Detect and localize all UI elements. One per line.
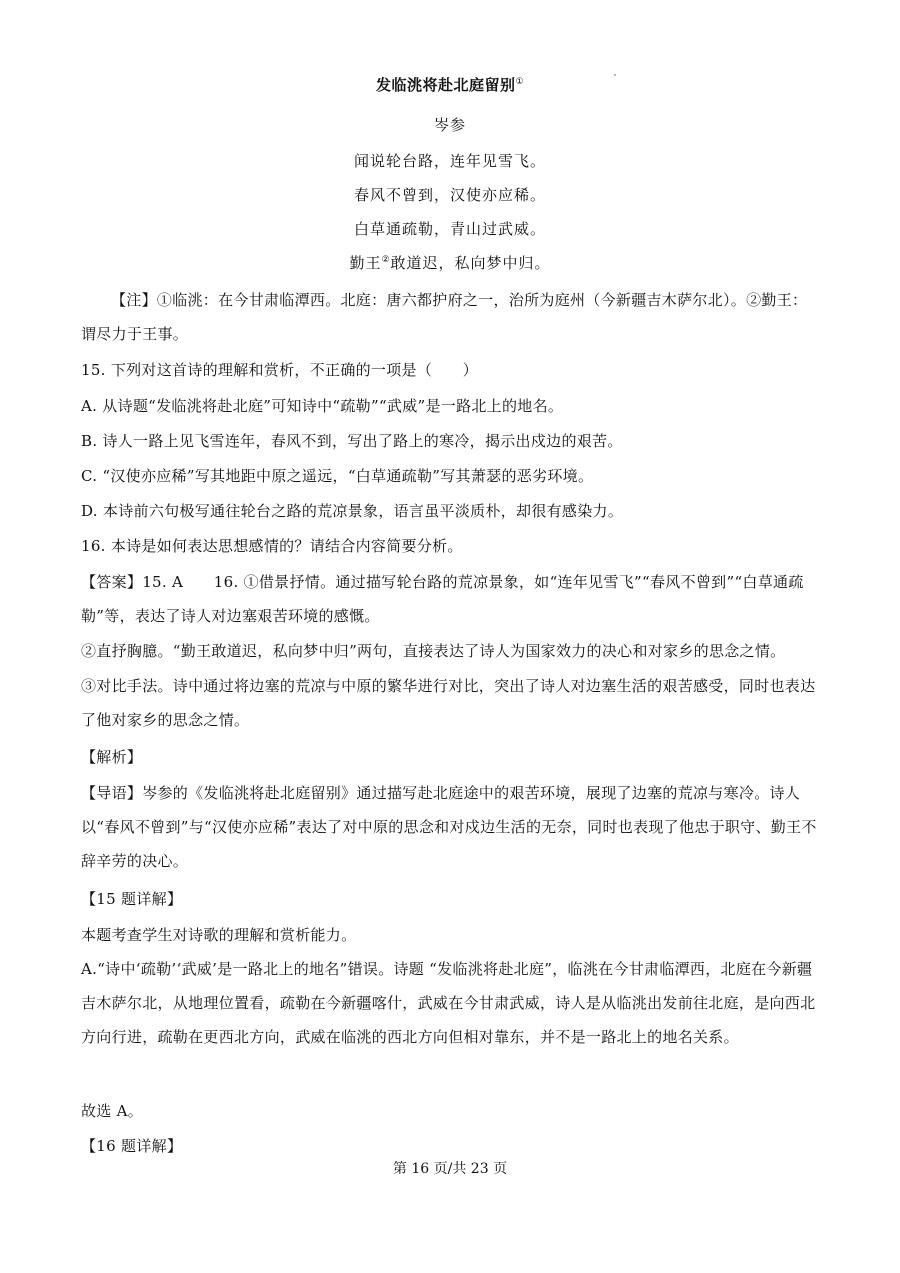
detail-15-conclusion: 故选 A。: [81, 1102, 144, 1120]
poem-line: 白草通疏勒，青山过武威。: [353, 220, 546, 238]
question-16-stem: 16. 本诗是如何表达思想感情的？请结合内容简要分析。: [81, 537, 463, 555]
detail-16-heading: 【16 题详解】: [81, 1137, 183, 1155]
poem-title: [0, 74, 900, 95]
poem-line-last-a: 勤王: [349, 254, 382, 272]
poem-line: 春风不曾到，汉使亦应稀。: [353, 186, 546, 204]
page-footer: 第 16 页/共 23 页: [392, 1161, 508, 1177]
detail-15-intro: 本题考查学生对诗歌的理解和赏析能力。: [81, 926, 357, 944]
question-15-stem: 15. 下列对这首诗的理解和赏析，不正确的一项是（ ）: [81, 361, 479, 379]
answer-point-2: ②直抒胸臆。“勤王敢道迟，私向梦中归”两句，直接表达了诗人为国家效力的决心和对家乡的思念之情。: [81, 642, 786, 660]
poem-title-text: 发临洮将赴北庭留别: [375, 76, 516, 94]
question-15-option-a: A. 从诗题“发临洮将赴北庭”可知诗中“疏勒”“武威”是一路北上的地名。: [81, 397, 564, 415]
poem-author: 岑参: [433, 116, 466, 134]
poem-annotation: 【注】①临洮：在今甘肃临潭西。北庭：唐六都护府之一，治所为庭州（今新疆吉木萨尔北）。②勤王：谓尽力于王事。: [81, 291, 808, 343]
question-15-option-c: C. “汉使亦应稀”写其地距中原之遥远，“白草通疏勒”写其萧瑟的恶劣环境。: [81, 467, 594, 485]
poem-line: 闻说轮台路，连年见雪飞。: [353, 152, 546, 170]
detail-15-body: A.“诗中‘疏勒’‘武威’是一路北上的地名”错误。诗题 “发临洮将赴北庭”，临洮在今甘肃临潭西，北庭在今新疆吉木萨尔北，从地理位置看，疏勒在今新疆喀什，武威在今甘肃武威，诗人是从临洮出发前往北庭，是向西北方向行进，疏勒在更西北方向，武威在临洮的西北方向但相对靠东，并不是一路北上的地名关系。: [81, 960, 816, 1046]
question-15-option-b: B. 诗人一路上见飞雪连年，春风不到，写出了路上的寒冷，揭示出戍边的艰苦。: [81, 432, 623, 450]
question-15-option-d: D. 本诗前六句极写通往轮台之路的荒凉景象，语言虽平淡质朴，却很有感染力。: [81, 502, 624, 520]
guide-paragraph: 【导语】岑参的《发临洮将赴北庭留别》通过描写赴北庭途中的艰苦环境，展现了边塞的荒凉与寒冷。诗人以“春风不曾到”与“汉使亦应稀”表达了对中原的思念和对戍边生活的无奈，同时也表现了他忠于职守、勤王不辞辛劳的决心。: [81, 784, 817, 870]
answer-block: 【答案】15. A 16. ①借景抒情。通过描写轮台路的荒凉景象，如“连年见雪飞”“春风不曾到”“白草通疏勒”等，表达了诗人对边塞艰苦环境的感慨。: [81, 573, 804, 625]
poem-line-last: [0, 252, 900, 273]
detail-15-heading: 【15 题详解】: [81, 890, 183, 908]
analysis-heading: 【解析】: [81, 748, 143, 766]
poem-line-note-marker: ②: [381, 255, 391, 265]
poem-line-last-b: 敢道迟，私向梦中归。: [390, 254, 551, 272]
answer-point-3: ③对比手法。诗中通过将边塞的荒凉与中原的繁华进行对比，突出了诗人对边塞生活的艰苦感受，同时也表达了他对家乡的思念之情。: [81, 677, 816, 729]
poem-title-note-marker: ①: [515, 77, 525, 87]
